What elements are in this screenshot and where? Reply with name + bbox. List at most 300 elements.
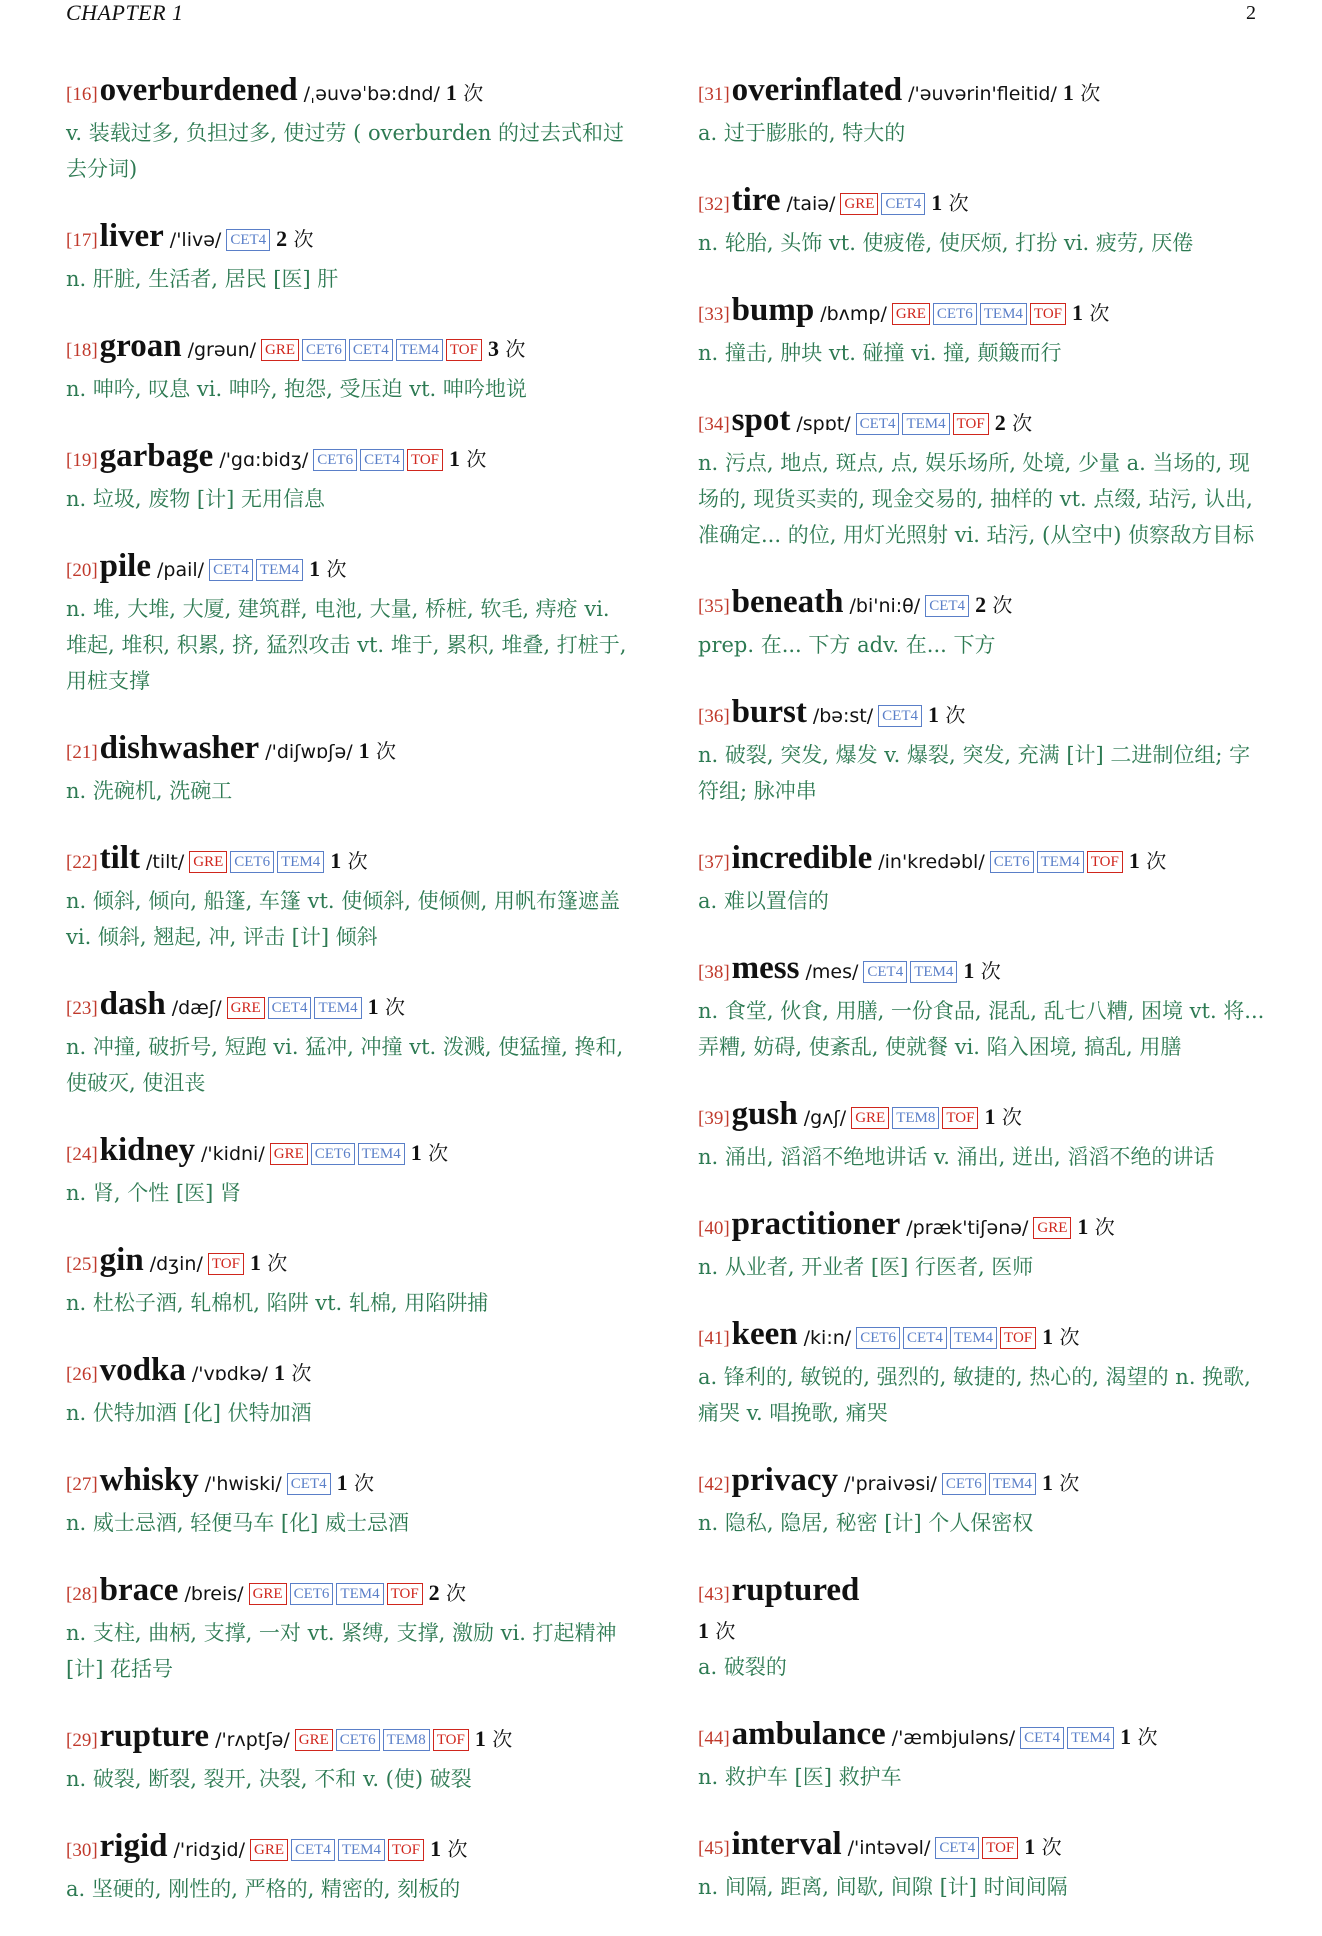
headword: gin (99, 1242, 144, 1278)
exam-tag: CET4 (268, 997, 312, 1019)
occurrence-count (975, 593, 1012, 617)
definition: n. 撞击, 肿块 vt. 碰撞 vi. 撞, 颠簸而行 (698, 341, 1062, 365)
vocab-entry (66, 1826, 636, 1907)
exam-tag: TEM4 (338, 1839, 385, 1861)
definition: n. 呻吟, 叹息 vi. 呻吟, 抱怨, 受压迫 vt. 呻吟地说 (66, 377, 527, 401)
occurrence-count (1077, 1215, 1114, 1239)
definition: a. 坚硬的, 刚性的, 严格的, 精密的, 刻板的 (66, 1877, 461, 1901)
exam-tag: CET6 (856, 1327, 900, 1349)
headword: mess (731, 950, 800, 986)
exam-tags (284, 1475, 331, 1494)
exam-tag: CET4 (863, 961, 907, 983)
count-unit: 次 (447, 1837, 468, 1861)
count-unit: 次 (715, 1619, 736, 1643)
entry-index: [19] (66, 450, 98, 471)
headword: overburdened (99, 72, 298, 108)
occurrence-count (963, 959, 1000, 983)
phonetic: /'æmbjuləns/ (891, 1727, 1016, 1749)
entry-headline (698, 1460, 1268, 1505)
exam-tag: TEM4 (1067, 1727, 1114, 1749)
exam-tag: TEM4 (902, 413, 949, 435)
exam-tag: TOF (208, 1253, 244, 1275)
exam-tags (853, 1329, 1036, 1348)
exam-tags (939, 1475, 1036, 1494)
exam-tags (186, 853, 324, 872)
definition: n. 杜松子酒, 轧棉机, 陷阱 vt. 轧棉, 用陷阱捕 (66, 1291, 489, 1315)
exam-tags (853, 415, 989, 434)
exam-tag: CET4 (226, 229, 270, 251)
count-number: 1 (445, 80, 457, 105)
headword: practitioner (731, 1206, 901, 1242)
occurrence-count (330, 849, 367, 873)
exam-tag: TOF (1087, 851, 1123, 873)
count-unit: 次 (1059, 1471, 1080, 1495)
headword: bump (731, 292, 815, 328)
entry-headline (66, 728, 636, 773)
vocab-entry (698, 290, 1268, 371)
count-number: 2 (994, 410, 1006, 435)
count-unit: 次 (1080, 81, 1101, 105)
definition: n. 隐私, 隐居, 秘密 [计] 个人保密权 (698, 1511, 1034, 1535)
headword: privacy (731, 1462, 838, 1498)
entry-index: [29] (66, 1730, 98, 1751)
definition: n. 伏特加酒 [化] 伏特加酒 (66, 1401, 312, 1425)
definition: n. 从业者, 开业者 [医] 行医者, 医师 (698, 1255, 1034, 1279)
exam-tag: TEM4 (314, 997, 361, 1019)
vocab-entry (66, 326, 636, 407)
exam-tags (860, 963, 957, 982)
exam-tags (223, 231, 270, 250)
exam-tag: CET4 (349, 339, 393, 361)
entry-headline (66, 326, 636, 371)
count-unit: 次 (375, 739, 396, 763)
entry-headline (66, 1460, 636, 1505)
definition: n. 洗碗机, 洗碗工 (66, 779, 233, 803)
entry-index: [16] (66, 84, 98, 105)
definition: n. 破裂, 断裂, 裂开, 决裂, 不和 v. (使) 破裂 (66, 1767, 472, 1791)
vocab-entry (698, 1460, 1268, 1541)
entry-headline (698, 1314, 1268, 1359)
occurrence-count (1063, 81, 1100, 105)
exam-tag: GRE (270, 1143, 308, 1165)
count-number: 1 (336, 1470, 348, 1495)
count-number: 1 (1072, 300, 1083, 325)
exam-tag: TOF (446, 339, 482, 361)
entry-headline (698, 1824, 1268, 1869)
occurrence-count (309, 557, 346, 581)
entry-index: [36] (698, 706, 730, 727)
headword: groan (99, 328, 182, 364)
entry-index: [24] (66, 1144, 98, 1165)
exam-tag: CET4 (287, 1473, 331, 1495)
vocab-entry (66, 1130, 636, 1211)
occurrence-count (276, 227, 313, 251)
definition: n. 垃圾, 废物 [计] 无用信息 (66, 487, 325, 511)
vocab-entry (698, 400, 1268, 553)
entry-headline (66, 838, 636, 883)
phonetic: /'kidni/ (201, 1143, 265, 1165)
headword: tilt (99, 840, 140, 876)
right-column (698, 70, 1268, 1934)
vocab-entry (66, 1460, 636, 1541)
exam-tag: CET6 (290, 1583, 334, 1605)
occurrence-count (475, 1727, 512, 1751)
phonetic: /bə:st/ (812, 705, 874, 727)
entry-index: [42] (698, 1474, 730, 1495)
count-unit: 次 (291, 1361, 312, 1385)
phonetic: /'intəvəl/ (847, 1837, 931, 1859)
vocab-entry (66, 436, 636, 517)
entry-headline (66, 1130, 636, 1175)
phonetic: /'rʌptʃə/ (215, 1729, 290, 1751)
count-unit: 次 (1059, 1325, 1080, 1349)
count-unit: 次 (948, 191, 969, 215)
occurrence-count (1120, 1725, 1157, 1749)
occurrence-count (359, 739, 396, 763)
exam-tag: CET6 (230, 851, 274, 873)
exam-tag: CET6 (302, 339, 346, 361)
count-number: 1 (1024, 1834, 1036, 1859)
phonetic: /gʌʃ/ (803, 1107, 847, 1129)
occurrence-count (928, 703, 965, 727)
count-unit: 次 (466, 447, 487, 471)
exam-tag: CET6 (336, 1729, 380, 1751)
entry-index: [38] (698, 962, 730, 983)
exam-tags (224, 999, 362, 1018)
headword: garbage (99, 438, 214, 474)
headword: incredible (731, 840, 873, 876)
phonetic: /'ridʒid/ (173, 1839, 245, 1861)
exam-tag: CET4 (360, 449, 404, 471)
vocab-entry (698, 838, 1268, 919)
entry-headline (698, 1094, 1268, 1139)
left-column (66, 70, 636, 1936)
occurrence-count (274, 1361, 311, 1385)
count-unit: 次 (945, 703, 966, 727)
entry-index: [25] (66, 1254, 98, 1275)
count-unit: 次 (1041, 1835, 1062, 1859)
exam-tag: CET4 (291, 1839, 335, 1861)
exam-tags (206, 561, 303, 580)
occurrence-count (1042, 1325, 1079, 1349)
vocab-entry (66, 838, 636, 955)
headword: pile (99, 548, 151, 584)
entry-index: [33] (698, 304, 730, 325)
vocab-entry (698, 582, 1268, 663)
entry-headline (66, 1826, 636, 1871)
vocab-entry (698, 948, 1268, 1065)
entry-headline (698, 582, 1268, 627)
exam-tag: CET4 (1020, 1727, 1064, 1749)
count-unit: 次 (1012, 411, 1033, 435)
exam-tag: GRE (189, 851, 227, 873)
page-number: 2 (1246, 2, 1256, 24)
count-unit: 次 (463, 81, 484, 105)
exam-tag: GRE (227, 997, 265, 1019)
exam-tags (875, 707, 922, 726)
phonetic: /'praivəsi/ (843, 1473, 937, 1495)
count-unit: 次 (446, 1581, 467, 1605)
exam-tag: TOF (1000, 1327, 1036, 1349)
entry-headline (66, 546, 636, 591)
exam-tag: TEM4 (336, 1583, 383, 1605)
count-unit: 次 (354, 1471, 374, 1495)
count-unit: 次 (492, 1727, 513, 1751)
exam-tags (310, 451, 443, 470)
entry-headline (66, 436, 636, 481)
vocab-entry (698, 180, 1268, 261)
phonetic: /'livə/ (169, 229, 222, 251)
exam-tag: CET6 (990, 851, 1034, 873)
entry-index: [18] (66, 340, 98, 361)
vocab-entry (698, 1570, 1268, 1685)
count-number: 1 (1077, 1214, 1089, 1239)
count-number: 1 (1062, 80, 1074, 105)
count-number: 1 (931, 190, 943, 215)
exam-tag: TOF (1030, 303, 1066, 325)
entry-headline (698, 1570, 1268, 1615)
occurrence-count (1024, 1835, 1061, 1859)
count-number: 1 (309, 556, 321, 581)
exam-tag: TEM4 (396, 339, 443, 361)
count-number: 1 (928, 702, 939, 727)
count-number: 1 (698, 1618, 709, 1643)
exam-tag: TEM4 (358, 1143, 405, 1165)
exam-tag: TOF (953, 413, 989, 435)
phonetic: /'diʃwɒʃə/ (265, 741, 353, 763)
exam-tag: GRE (250, 1839, 288, 1861)
headword: ruptured (731, 1572, 860, 1608)
count-unit: 次 (980, 959, 1001, 983)
exam-tag: CET4 (925, 595, 969, 617)
vocab-entry (698, 1204, 1268, 1285)
entry-index: [41] (698, 1328, 730, 1349)
vocab-entry (698, 1314, 1268, 1431)
definition: a. 破裂的 (698, 1655, 787, 1679)
exam-tag: CET6 (942, 1473, 986, 1495)
headword: kidney (99, 1132, 196, 1168)
chapter-title: CHAPTER 1 (66, 0, 184, 25)
headword: overinflated (731, 72, 903, 108)
entry-index: [26] (66, 1364, 98, 1385)
phonetic: /dʒin/ (149, 1253, 203, 1275)
phonetic: /breis/ (184, 1583, 244, 1605)
entry-index: [17] (66, 230, 98, 251)
definition: n. 间隔, 距离, 间歇, 间隙 [计] 时间间隔 (698, 1875, 1068, 1899)
count-number: 1 (330, 848, 342, 873)
exam-tags (246, 1585, 423, 1604)
exam-tags (922, 597, 969, 616)
entry-headline (698, 180, 1268, 225)
phonetic: /ki:n/ (803, 1327, 852, 1349)
exam-tag: TOF (387, 1583, 423, 1605)
headword: spot (731, 402, 791, 438)
exam-tags (205, 1255, 244, 1274)
entry-headline (66, 984, 636, 1029)
definition: n. 支柱, 曲柄, 支撑, 一对 vt. 紧缚, 支撑, 激励 vi. 打起精神 [计] 花括号 (66, 1621, 617, 1681)
phonetic: /'hwiski/ (204, 1473, 282, 1495)
count-number: 1 (1128, 848, 1140, 873)
count-number: 1 (273, 1360, 285, 1385)
occurrence-count (1129, 849, 1166, 873)
exam-tag: GRE (892, 303, 930, 325)
phonetic: /in'kredəbl/ (878, 851, 985, 873)
exam-tag: TOF (433, 1729, 469, 1751)
headword: brace (99, 1572, 179, 1608)
definition: n. 污点, 地点, 斑点, 点, 娱乐场所, 处境, 少量 a. 当场的, 现场的, 现货买卖的, 现金交易的, 抽样的 vt. 点缀, 玷污, 认出, 准确定... 的位, 用灯光照射 vi. 玷污, (从空中) 侦察敌方目标 (698, 451, 1255, 547)
vocab-entry (66, 728, 636, 809)
exam-tag: TEM4 (1037, 851, 1084, 873)
definition: n. 堆, 大堆, 大厦, 建筑群, 电池, 大量, 桥桩, 软毛, 痔疮 vi. 堆起, 堆积, 积累, 挤, 猛烈攻击 vt. 堆于, 累积, 堆叠, 打桩于, 用桩支撑 (66, 597, 627, 693)
count-number: 1 (984, 1104, 996, 1129)
definition: v. 装载过多, 负担过多, 使过劳 ( overburden 的过去式和过去分词) (66, 121, 625, 181)
phonetic: /pail/ (157, 559, 205, 581)
exam-tag: CET6 (313, 449, 357, 471)
exam-tag: CET4 (878, 705, 922, 727)
definition: n. 救护车 [医] 救护车 (698, 1765, 902, 1789)
occurrence-count (368, 995, 405, 1019)
phonetic: /præk'tiʃənə/ (906, 1217, 1029, 1239)
entry-index: [35] (698, 596, 730, 617)
count-unit: 次 (1094, 1215, 1115, 1239)
count-unit: 次 (347, 849, 368, 873)
count-number: 1 (1042, 1324, 1054, 1349)
entry-index: [21] (66, 742, 98, 763)
headword: dishwasher (99, 730, 260, 766)
entry-headline (698, 400, 1268, 445)
vocab-entry (66, 1570, 636, 1687)
entry-headline (698, 290, 1268, 335)
vocab-entry (66, 216, 636, 297)
exam-tags (247, 1841, 424, 1860)
headword: rupture (99, 1718, 210, 1754)
headword: vodka (99, 1352, 186, 1388)
definition: n. 冲撞, 破折号, 短跑 vi. 猛冲, 冲撞 vt. 泼溅, 使猛撞, 搀和, 使破灭, 使沮丧 (66, 1035, 624, 1095)
headword: ambulance (731, 1716, 886, 1752)
exam-tags (258, 341, 482, 360)
exam-tags (837, 195, 925, 214)
vocab-entry (66, 1240, 636, 1321)
occurrence-count (1042, 1471, 1079, 1495)
count-number: 3 (487, 336, 499, 361)
exam-tag: GRE (249, 1583, 287, 1605)
entry-headline (698, 1204, 1268, 1249)
exam-tag: CET6 (311, 1143, 355, 1165)
definition: n. 轮胎, 头饰 vt. 使疲倦, 使厌烦, 打扮 vi. 疲劳, 厌倦 (698, 231, 1194, 255)
exam-tag: TEM4 (277, 851, 324, 873)
count-line (698, 1615, 1268, 1649)
entry-index: [32] (698, 194, 730, 215)
count-number: 1 (430, 1836, 442, 1861)
occurrence-count (488, 337, 525, 361)
exam-tag: GRE (295, 1729, 333, 1751)
vocab-entry (698, 692, 1268, 809)
exam-tag: TEM8 (892, 1107, 939, 1129)
vocab-entry (66, 546, 636, 699)
entry-index: [39] (698, 1108, 730, 1129)
exam-tag: GRE (851, 1107, 889, 1129)
exam-tag: TEM4 (989, 1473, 1036, 1495)
entry-headline (698, 70, 1268, 115)
phonetic: /taiə/ (786, 193, 836, 215)
entry-index: [20] (66, 560, 98, 581)
phonetic: /'gɑ:bidʒ/ (219, 449, 309, 471)
occurrence-count (411, 1141, 448, 1165)
occurrence-count (984, 1105, 1021, 1129)
vocab-entry (698, 70, 1268, 151)
phonetic: /dæʃ/ (171, 997, 222, 1019)
headword: burst (731, 694, 807, 730)
headword: rigid (99, 1828, 168, 1864)
headword: interval (731, 1826, 842, 1862)
phonetic: /ˌəuvəˈbə:dnd/ (303, 83, 440, 105)
entry-headline (698, 838, 1268, 883)
phonetic: /mes/ (805, 961, 859, 983)
vocab-entry (698, 1094, 1268, 1175)
exam-tags (987, 853, 1123, 872)
definition: prep. 在... 下方 adv. 在... 下方 (698, 633, 996, 657)
count-unit: 次 (293, 227, 314, 251)
entry-index: [45] (698, 1838, 730, 1859)
exam-tag: TEM4 (910, 961, 957, 983)
exam-tags (1017, 1729, 1114, 1748)
exam-tag: CET4 (881, 193, 925, 215)
headword: whisky (99, 1462, 199, 1498)
entry-headline (66, 1570, 636, 1615)
vocab-entry (66, 984, 636, 1101)
exam-tag: GRE (1033, 1217, 1071, 1239)
entry-index: [23] (66, 998, 98, 1019)
count-unit: 次 (326, 557, 347, 581)
count-number: 2 (975, 592, 987, 617)
exam-tag: GRE (840, 193, 878, 215)
headword: gush (731, 1096, 798, 1132)
occurrence-count (698, 1619, 735, 1643)
entry-headline (66, 1240, 636, 1285)
count-unit: 次 (1089, 301, 1110, 325)
definition: a. 难以置信的 (698, 889, 829, 913)
entry-headline (698, 692, 1268, 737)
occurrence-count (429, 1581, 466, 1605)
entry-headline (66, 1716, 636, 1761)
count-number: 1 (1041, 1470, 1053, 1495)
exam-tag: GRE (261, 339, 299, 361)
definition: n. 威士忌酒, 轻便马车 [化] 威士忌酒 (66, 1511, 409, 1535)
occurrence-count (430, 1837, 467, 1861)
entry-headline (698, 1714, 1268, 1759)
count-number: 1 (449, 446, 461, 471)
count-number: 1 (367, 994, 379, 1019)
occurrence-count (337, 1471, 374, 1495)
exam-tag: TEM4 (950, 1327, 997, 1349)
definition: n. 食堂, 伙食, 用膳, 一份食品, 混乱, 乱七八糟, 困境 vt. 将... 弄糟, 妨碍, 使紊乱, 使就餐 vi. 陷入困境, 搞乱, 用膳 (698, 999, 1265, 1059)
count-number: 1 (249, 1250, 261, 1275)
count-unit: 次 (1146, 849, 1167, 873)
occurrence-count (250, 1251, 287, 1275)
count-number: 1 (358, 738, 370, 763)
phonetic: /'əuvərin'fleitid/ (908, 83, 1057, 105)
page-header (66, 0, 1256, 30)
exam-tags (1030, 1219, 1071, 1238)
entry-index: [34] (698, 414, 730, 435)
exam-tag: CET6 (933, 303, 977, 325)
entry-headline (66, 70, 636, 115)
phonetic: /spɒt/ (796, 413, 851, 435)
occurrence-count (931, 191, 968, 215)
phonetic: /tilt/ (145, 851, 185, 873)
count-unit: 次 (428, 1141, 449, 1165)
entry-headline (66, 1350, 636, 1395)
